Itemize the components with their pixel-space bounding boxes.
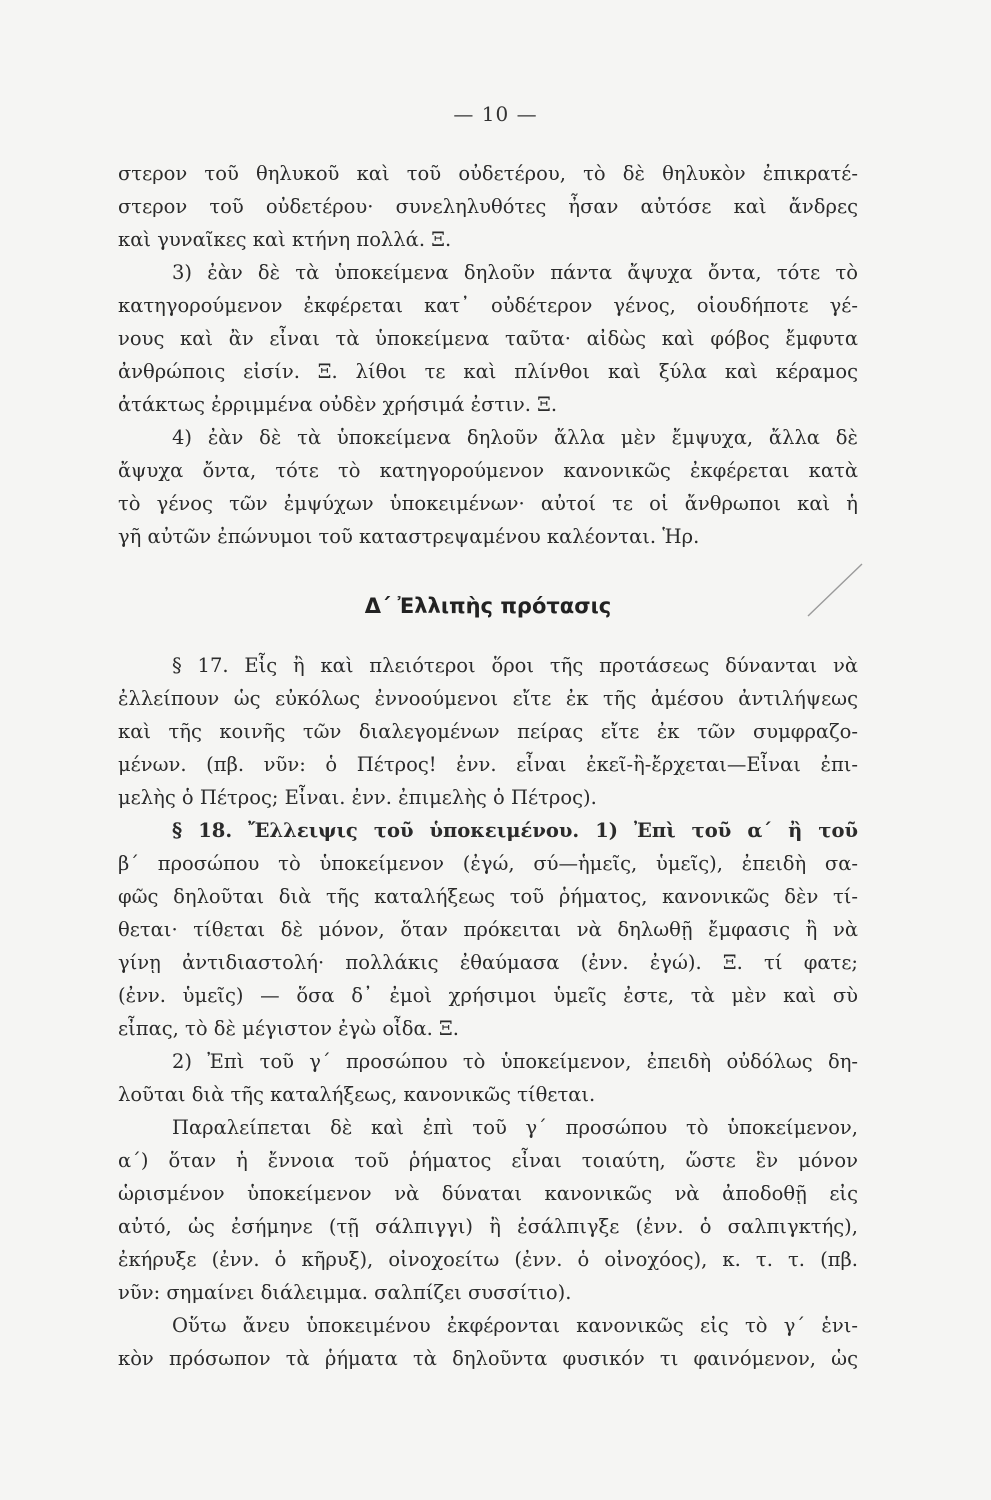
text-line: νῦν: σημαίνει διάλειμμα. σαλπίζει συσσίτιο).: [118, 1281, 572, 1304]
text-line: γῆ αὐτῶν ἐπώνυμοι τοῦ καταστρεψαμένου καλέονται. Ἡρ.: [118, 525, 700, 548]
text-line: ὡρισμένον ὑποκείμενον νὰ δύναται κανονικῶς νὰ ἀποδοθῇ εἰς: [118, 1182, 858, 1205]
text-line: Παραλείπεται δὲ καὶ ἐπὶ τοῦ γ΄ προσώπου τὸ ὑποκείμενον,: [172, 1116, 858, 1139]
text-line: β΄ προσώπου τὸ ὑποκείμενον (ἐγώ, σύ—ἡμεῖς, ὑμεῖς), ἐπειδὴ σα-: [118, 852, 858, 875]
text-line: τὸ γένος τῶν ἐμψύχων ὑποκειμένων· αὐτοί τε οἱ ἄνθρωποι καὶ ἡ: [118, 492, 858, 515]
text-line: κατηγορούμενον ἐκφέρεται κατ᾽ οὐδέτερον γένος, οἱουδήποτε γέ-: [118, 294, 858, 317]
text-line: 4) ἐὰν δὲ τὰ ὑποκείμενα δηλοῦν ἄλλα μὲν ἔμψυχα, ἄλλα δὲ: [172, 426, 858, 449]
text-line: ἐλλείπουν ὡς εὐκόλως ἐννοούμενοι εἴτε ἐκ τῆς ἀμέσου ἀντιλήψεως: [118, 687, 858, 710]
text-line: στερον τοῦ θηλυκοῦ καὶ τοῦ οὐδετέρου, τὸ δὲ θηλυκὸν ἐπικρατέ-: [118, 162, 858, 185]
text-line: ἄψυχα ὄντα, τότε τὸ κατηγορούμενον κανονικῶς ἐκφέρεται κατὰ: [118, 459, 858, 482]
text-line: (ἐνν. ὑμεῖς) — ὅσα δ᾽ ἐμοὶ χρήσιμοι ὑμεῖς ἐστε, τὰ μὲν καὶ σὺ: [118, 984, 858, 1007]
text-line: νους καὶ ἂν εἶναι τὰ ὑποκείμενα ταῦτα· αἰδὼς καὶ φόβος ἔμφυτα: [118, 327, 858, 350]
text-line: ἐκήρυξε (ἐνν. ὁ κῆρυξ), οἰνοχοείτω (ἐνν. ὁ οἰνοχόος), κ. τ. τ. (πβ.: [118, 1248, 858, 1271]
text-line: μελὴς ὁ Πέτρος; Εἶναι. ἐνν. ἐπιμελὴς ὁ Πέτρος).: [118, 786, 597, 809]
text-line: καὶ τῆς κοινῆς τῶν διαλεγομένων πείρας εἴτε ἐκ τῶν συμφραζο-: [118, 720, 858, 743]
section-heading: Δ΄ Ἐλλιπὴς πρότασις: [364, 594, 612, 618]
text-line: ἀνθρώποις εἰσίν. Ξ. λίθοι τε καὶ πλίνθοι καὶ ξύλα καὶ κέραμος: [118, 360, 858, 383]
text-line: θεται· τίθεται δὲ μόνον, ὅταν πρόκειται νὰ δηλωθῇ ἔμφασις ἢ νὰ: [118, 918, 858, 941]
text-line: εἶπας, τὸ δὲ μέγιστον ἐγὼ οἶδα. Ξ.: [118, 1017, 459, 1040]
text-line: κὸν πρόσωπον τὰ ῥήματα τὰ δηλοῦντα φυσικόν τι φαινόμενον, ὡς: [118, 1347, 858, 1370]
text-line: μένων. (πβ. νῦν: ὁ Πέτρος! ἐνν. εἶναι ἐκεῖ-ἢ-ἔρχεται—Εἶναι ἐπι-: [118, 753, 858, 776]
text-line: στερον τοῦ οὐδετέρου· συνεληλυθότες ἦσαν αὐτόσε καὶ ἄνδρες: [118, 195, 858, 218]
text-line: 3) ἐὰν δὲ τὰ ὑποκείμενα δηλοῦν πάντα ἄψυχα ὄντα, τότε τὸ: [172, 261, 858, 284]
text-line: φῶς δηλοῦται διὰ τῆς καταλήξεως τοῦ ῥήματος, κανονικῶς δὲν τί-: [118, 885, 858, 908]
text-line: Οὕτω ἄνευ ὑποκειμένου ἐκφέρονται κανονικῶς εἰς τὸ γ΄ ἑνι-: [172, 1314, 858, 1337]
text-line: λοῦται διὰ τῆς καταλήξεως, κανονικῶς τίθεται.: [118, 1083, 596, 1106]
page-number: — 10 —: [453, 102, 538, 126]
subsection-line: § 18. Ἔλλειψις τοῦ ὑποκειμένου. 1) Ἐπὶ τοῦ α΄ ἢ τοῦ: [172, 819, 858, 842]
text-line: αὐτό, ὡς ἐσήμηνε (τῇ σάλπιγγι) ἢ ἐσάλπιγξε (ἐνν. ὁ σαλπιγκτής),: [118, 1215, 858, 1238]
text-line: 2) Ἐπὶ τοῦ γ΄ προσώπου τὸ ὑποκείμενον, ἐπειδὴ οὐδόλως δη-: [172, 1050, 858, 1073]
text-line: α΄) ὅταν ἡ ἔννοια τοῦ ῥήματος εἶναι τοιαύτη, ὥστε ἓν μόνον: [118, 1149, 858, 1172]
text-line: ἀτάκτως ἐρριμμένα οὐδὲν χρήσιμά ἐστιν. Ξ.: [118, 393, 558, 416]
text-line: καὶ γυναῖκες καὶ κτήνη πολλά. Ξ.: [118, 228, 452, 251]
text-line: § 17. Εἷς ἢ καὶ πλειότεροι ὅροι τῆς προτάσεως δύνανται νὰ: [172, 654, 858, 677]
text-line: γίνῃ ἀντιδιαστολή· πολλάκις ἐθαύμασα (ἐνν. ἐγώ). Ξ. τί φατε;: [118, 951, 858, 974]
